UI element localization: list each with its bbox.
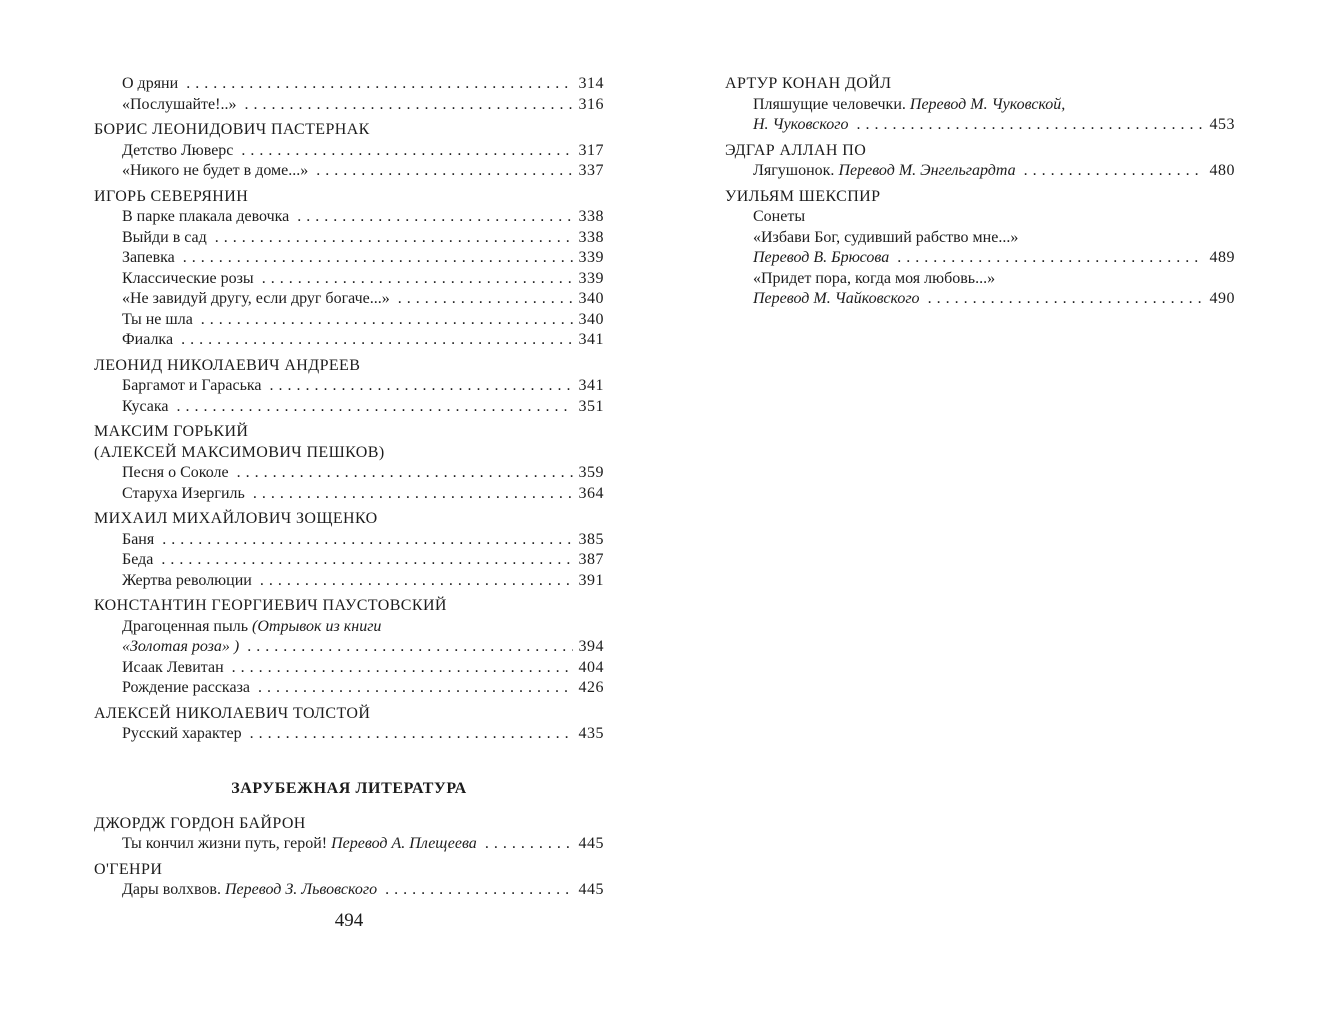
- entry-title: «Послушайте!..»: [122, 95, 237, 113]
- entry-page: 453: [1209, 116, 1235, 133]
- entry-page: 480: [1209, 162, 1235, 179]
- toc-entry: [94, 880, 604, 901]
- author-heading: БОРИС ЛЕОНИДОВИЧ ПАСТЕРНАК: [94, 121, 370, 138]
- translator: Перевод А. Плещеева: [331, 835, 477, 852]
- author-heading: О'ГЕНРИ: [94, 860, 163, 878]
- entry-page: 445: [578, 835, 604, 852]
- entry-page: 364: [578, 484, 604, 502]
- entry-page: 435: [578, 725, 604, 742]
- toc-entry-line1: «Придет пора, когда моя любовь...»: [753, 269, 996, 287]
- toc-entry: [94, 658, 604, 679]
- toc-entry: [94, 637, 604, 658]
- translator: Н. Чуковского: [753, 116, 849, 133]
- entry-page: 338: [578, 228, 604, 246]
- author-heading: МАКСИМ ГОРЬКИЙ: [94, 423, 249, 440]
- entry-title: Кусака: [122, 397, 169, 415]
- entry-title: О дряни: [122, 75, 179, 92]
- entry-page: 404: [578, 658, 604, 676]
- entry-title: Песня о Соколе: [122, 464, 229, 481]
- author-heading: АРТУР КОНАН ДОЙЛ: [725, 75, 892, 92]
- translator: Перевод М. Чайковского: [753, 290, 920, 307]
- author-heading: КОНСТАНТИН ГЕОРГИЕВИЧ ПАУСТОВСКИЙ: [94, 597, 447, 614]
- entry-page: 338: [578, 208, 604, 225]
- entry-title: Ты не шла: [122, 310, 193, 328]
- toc-entry: [94, 530, 604, 551]
- entry-page: 385: [578, 530, 604, 548]
- translator: Перевод З. Львовского: [224, 881, 378, 898]
- toc-section: [94, 74, 604, 115]
- author-heading: УИЛЬЯМ ШЕКСПИР: [725, 187, 881, 205]
- toc-entry: [94, 207, 604, 228]
- toc-left-column: [94, 74, 604, 931]
- page-number: 494: [334, 910, 364, 931]
- entry-page: 314: [578, 75, 604, 92]
- toc-entry: [94, 484, 604, 505]
- toc-entry: [94, 141, 604, 162]
- entry-title: Исаак Левитан: [122, 658, 224, 676]
- toc-entry: [94, 463, 604, 484]
- toc-entry-line1: «Избави Бог, судивший рабство мне...»: [753, 228, 1019, 246]
- toc-entry: [725, 115, 1235, 136]
- entry-page: 317: [578, 141, 604, 159]
- entry-page: 489: [1209, 249, 1235, 266]
- entry-title: Ты кончил жизни путь, герой!: [122, 835, 328, 852]
- entry-page: 316: [578, 95, 604, 113]
- toc-entry: [94, 248, 604, 269]
- entry-title: Фиалка: [122, 331, 174, 348]
- toc-entry-line1: [725, 95, 1235, 116]
- toc-entry: [94, 289, 604, 310]
- toc-entry: [94, 330, 604, 351]
- author-heading: АЛЕКСЕЙ НИКОЛАЕВИЧ ТОЛСТОЙ: [94, 704, 371, 722]
- entry-title: Пляшущие человечки.: [753, 95, 906, 113]
- entry-page: 394: [578, 638, 604, 655]
- toc-entry: [94, 550, 604, 571]
- entry-title: Баргамот и Гараська: [122, 377, 262, 394]
- entry-title: Лягушонок.: [753, 162, 835, 179]
- entry-title: «Не завидуй другу, если друг богаче...»: [122, 290, 390, 307]
- entry-page: 387: [578, 551, 604, 568]
- toc-entry: [94, 95, 604, 116]
- toc-entry: [94, 397, 604, 418]
- entry-page: 490: [1209, 290, 1235, 307]
- entry-page: 339: [578, 249, 604, 266]
- toc-entry: [94, 834, 604, 855]
- author-heading: ЭДГАР АЛЛАН ПО: [725, 141, 867, 159]
- entry-title: В парке плакала девочка: [122, 208, 290, 225]
- entry-title: Жертва революции: [122, 571, 252, 589]
- toc-entry: [94, 269, 604, 290]
- toc-entry: [94, 74, 604, 95]
- entry-page: 391: [578, 571, 604, 589]
- entry-title: Драгоценная пыль: [122, 617, 249, 635]
- entry-page: 340: [578, 290, 604, 307]
- toc-entry: [94, 228, 604, 249]
- entry-page: 341: [578, 331, 604, 348]
- entry-page: 340: [578, 310, 604, 328]
- toc-entry: [94, 678, 604, 699]
- entry-title: Беда: [122, 551, 154, 568]
- entry-title: Дары волхвов.: [122, 881, 221, 898]
- entry-subtitle: (Отрывок из книги: [252, 617, 382, 635]
- toc-entry: [94, 310, 604, 331]
- toc-right-column: [725, 74, 1235, 310]
- entry-title: «Никого не будет в доме...»: [122, 162, 309, 179]
- toc-entry: [94, 724, 604, 745]
- entry-title: Баня: [122, 530, 155, 548]
- entry-title: Запевка: [122, 249, 175, 266]
- entry-page: 337: [578, 162, 604, 179]
- entry-page: 359: [578, 464, 604, 481]
- entry-title: Старуха Изергиль: [122, 484, 245, 502]
- entry-title: Классические розы: [122, 269, 254, 287]
- entry-page: 426: [578, 679, 604, 696]
- entry-title: Русский характер: [122, 725, 242, 742]
- translator: Перевод М. Чуковской,: [909, 95, 1066, 113]
- toc-entry: [94, 571, 604, 592]
- entry-page: 341: [578, 377, 604, 394]
- translator: Перевод М. Энгельгардта: [838, 162, 1016, 179]
- toc-entry: [725, 161, 1235, 182]
- toc-entry: [94, 161, 604, 182]
- entry-title: Детство Люверс: [122, 141, 234, 159]
- entry-page: 339: [578, 269, 604, 287]
- author-heading-continued: (АЛЕКСЕЙ МАКСИМОВИЧ ПЕШКОВ): [94, 443, 385, 461]
- entry-page: 351: [578, 397, 604, 415]
- entry-title: Выйди в сад: [122, 228, 207, 246]
- toc-entry: [725, 289, 1235, 310]
- section-heading: ЗАРУБЕЖНАЯ ЛИТЕРАТУРА: [231, 779, 467, 797]
- entry-subtitle: «Золотая роза» ): [122, 638, 240, 655]
- entry-page: 445: [578, 881, 604, 898]
- toc-entry: [94, 376, 604, 397]
- author-heading: ЛЕОНИД НИКОЛАЕВИЧ АНДРЕЕВ: [94, 356, 361, 374]
- toc-entry-line1: [94, 617, 604, 638]
- translator: Перевод В. Брюсова: [753, 249, 890, 266]
- entry-title: Рождение рассказа: [122, 679, 250, 696]
- author-heading: ИГОРЬ СЕВЕРЯНИН: [94, 187, 249, 205]
- toc-group-label: Сонеты: [753, 208, 806, 225]
- toc-entry: [725, 248, 1235, 269]
- author-heading: ДЖОРДЖ ГОРДОН БАЙРОН: [94, 814, 306, 832]
- author-heading: МИХАИЛ МИХАЙЛОВИЧ ЗОЩЕНКО: [94, 510, 378, 527]
